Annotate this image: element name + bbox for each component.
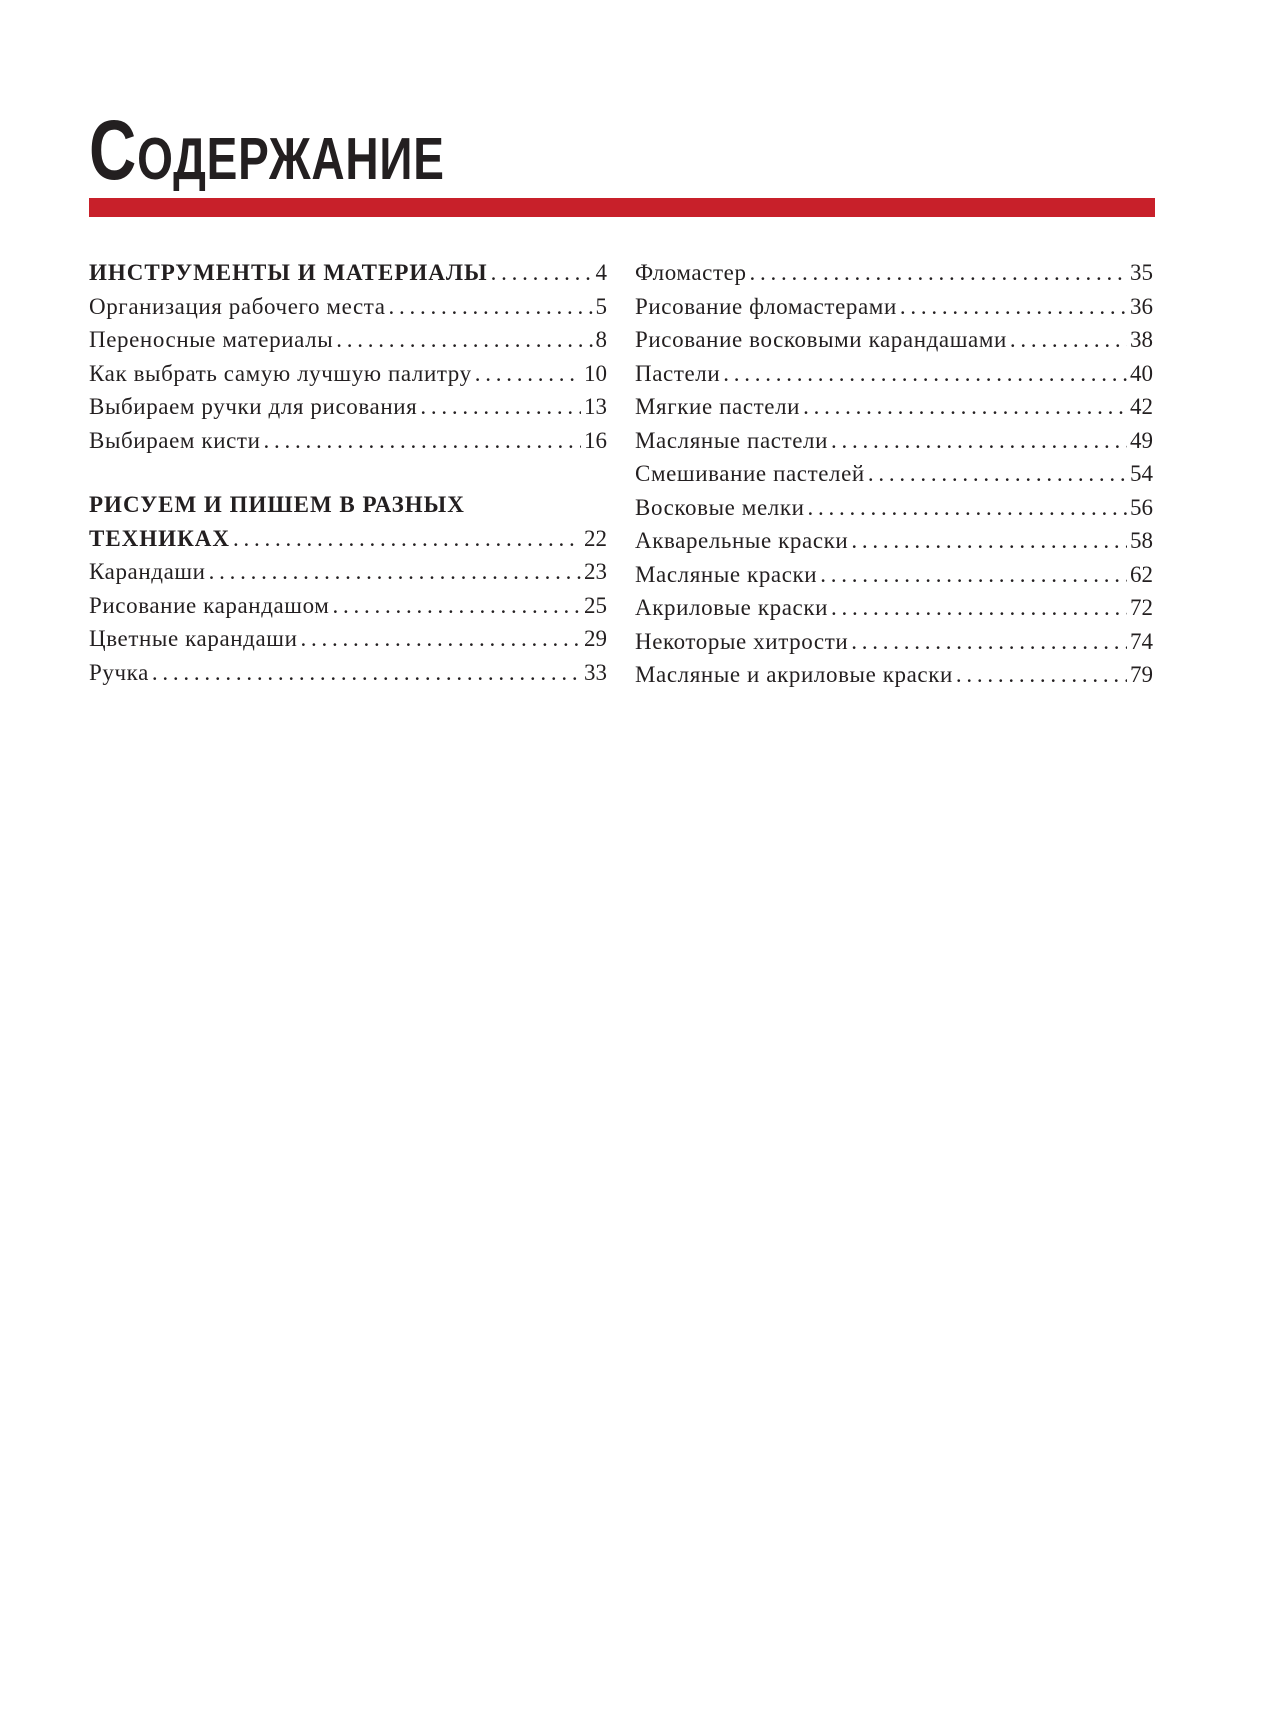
leader-dots (868, 457, 1127, 491)
entry-title: Фломастер (635, 260, 747, 285)
page-number: 56 (1130, 494, 1153, 520)
toc-entry[interactable] (635, 323, 1153, 357)
leader-dots (491, 256, 593, 290)
leader-dots (803, 390, 1127, 424)
page-number: 42 (1130, 394, 1153, 419)
entry-title: Масляные пастели (635, 427, 829, 453)
entry-title: Переносные материалы (89, 327, 334, 352)
toc-entry[interactable] (635, 290, 1153, 324)
leader-dots (475, 357, 581, 391)
toc-entry[interactable] (635, 256, 1153, 290)
entry-title: Смешивание пастелей (635, 461, 865, 486)
entry-title: Ручка (89, 659, 149, 685)
leader-dots (851, 625, 1127, 659)
entry-title: Как выбрать самую лучшую палитру (89, 360, 472, 386)
leader-dots (808, 491, 1127, 525)
entry-title: Выбираем ручки для рисования (89, 394, 418, 419)
leader-dots (420, 390, 581, 424)
page-number: 72 (1130, 595, 1153, 620)
page-number: 40 (1130, 360, 1153, 386)
leader-dots (332, 589, 581, 623)
toc-entry[interactable] (89, 323, 607, 357)
title-underline-bar (89, 198, 1155, 217)
toc-entry[interactable] (635, 591, 1153, 625)
toc-entry[interactable] (89, 424, 607, 458)
page-title: Содержание (89, 103, 445, 197)
toc-section[interactable] (89, 256, 607, 290)
page-number: 74 (1130, 628, 1153, 654)
entry-title: Масляные и акриловые краски (635, 662, 953, 687)
page-number: 36 (1130, 293, 1153, 319)
leader-dots (209, 555, 581, 589)
entry-title: Рисование восковыми карандашами (635, 327, 1007, 352)
entry-title: Мягкие пастели (635, 394, 801, 419)
leader-dots (233, 522, 581, 556)
entry-title: Цветные карандаши (89, 626, 298, 651)
entry-title: Карандаши (89, 559, 206, 584)
leader-dots (820, 558, 1127, 592)
page-number: 79 (1130, 662, 1153, 687)
entry-title: Организация рабочего места (89, 293, 386, 319)
entry-title: Рисование фломастерами (635, 293, 897, 319)
toc-entry[interactable] (89, 589, 607, 623)
entry-title: Выбираем кисти (89, 427, 261, 453)
toc-entry[interactable] (89, 555, 607, 589)
toc-entry[interactable] (89, 290, 607, 324)
page-number: 49 (1130, 427, 1153, 453)
entry-title: Некоторые хитрости (635, 628, 849, 654)
toc-entry[interactable] (635, 357, 1153, 391)
page-number: 25 (584, 592, 607, 618)
toc-entry[interactable] (635, 658, 1153, 692)
leader-dots (956, 658, 1127, 692)
page-number: 58 (1130, 528, 1153, 553)
leader-dots (389, 290, 593, 324)
entry-title: Акриловые краски (635, 595, 829, 620)
page-number: 5 (595, 293, 607, 319)
page-number: 13 (584, 394, 607, 419)
toc-entry[interactable] (635, 424, 1153, 458)
page-number: 35 (1130, 260, 1153, 285)
page-number: 62 (1130, 561, 1153, 587)
leader-dots (831, 591, 1127, 625)
leader-dots (851, 524, 1127, 558)
leader-dots (723, 357, 1127, 391)
page-number: 4 (595, 260, 607, 285)
page-number: 8 (595, 327, 607, 352)
page-number: 33 (584, 659, 607, 685)
toc-left-column (89, 256, 607, 689)
leader-dots (831, 424, 1127, 458)
entry-title: Масляные краски (635, 561, 818, 587)
leader-dots (900, 290, 1127, 324)
toc-entry[interactable] (635, 491, 1153, 525)
toc-entry[interactable] (635, 457, 1153, 491)
section-title: ИНСТРУМЕНТЫ И МАТЕРИАЛЫ (89, 260, 488, 285)
toc-entry[interactable] (635, 625, 1153, 659)
toc-entry[interactable] (635, 558, 1153, 592)
entry-title: Пастели (635, 360, 721, 386)
toc-entry[interactable] (89, 390, 607, 424)
page-number: 22 (584, 525, 607, 551)
entry-title: Восковые мелки (635, 494, 805, 520)
section-title-line: РИСУЕМ И ПИШЕМ В РАЗНЫХ (89, 492, 465, 517)
leader-dots (1010, 323, 1127, 357)
toc-section[interactable] (89, 522, 607, 556)
entry-title: Рисование карандашом (89, 592, 330, 618)
page-number: 38 (1130, 327, 1153, 352)
leader-dots (301, 622, 582, 656)
leader-dots (152, 656, 581, 690)
page-number: 16 (584, 427, 607, 453)
toc-entry[interactable] (89, 357, 607, 391)
page-number: 23 (584, 559, 607, 584)
leader-dots (263, 424, 581, 458)
toc-entry[interactable] (635, 524, 1153, 558)
leader-dots (750, 256, 1127, 290)
entry-title: Акварельные краски (635, 528, 849, 553)
toc-entry[interactable] (89, 656, 607, 690)
page-number: 54 (1130, 461, 1153, 486)
toc-entry[interactable] (635, 390, 1153, 424)
toc-right-column (635, 256, 1153, 692)
page-number: 29 (584, 626, 607, 651)
section-title: ТЕХНИКАХ (89, 525, 230, 551)
toc-entry[interactable] (89, 622, 607, 656)
leader-dots (336, 323, 592, 357)
page-number: 10 (584, 360, 607, 386)
